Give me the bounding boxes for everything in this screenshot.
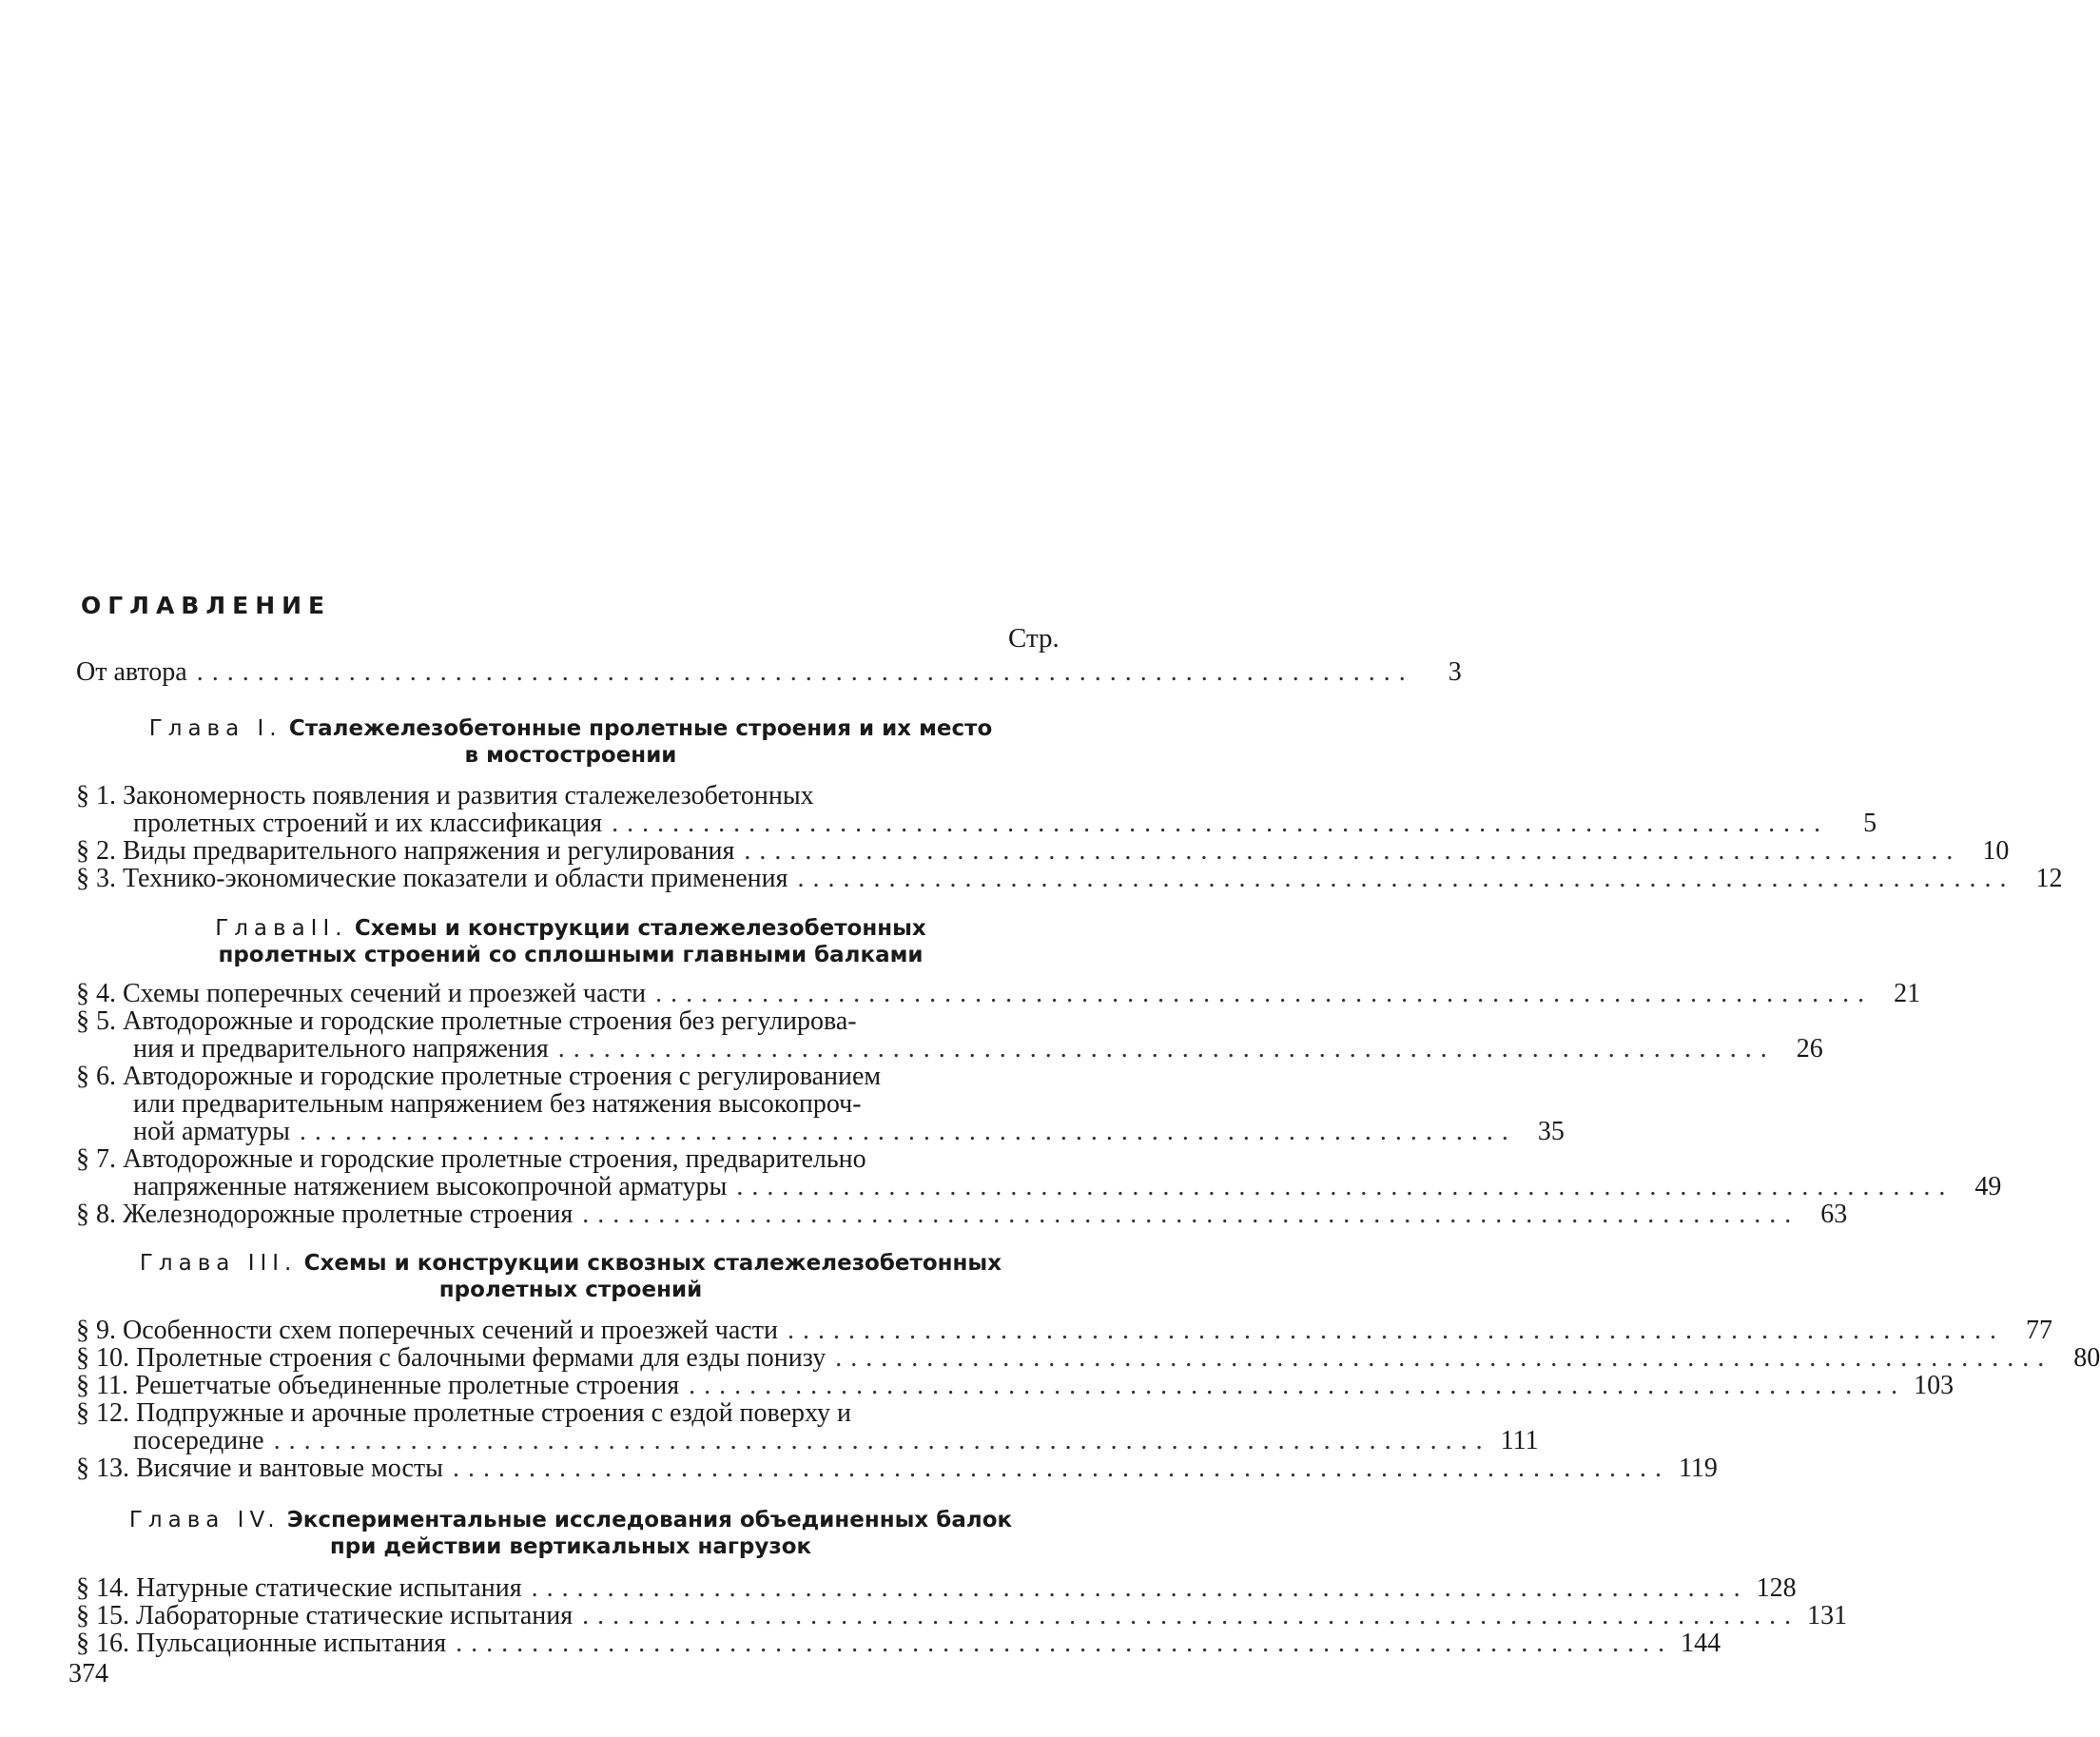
toc-entry-s16[interactable] [76,1629,1721,1658]
entry-line: или предварительным напряжением без натяжения высокопроч- [133,1089,862,1119]
chapter-title-line-2: пролетных строений со сплошными главными балками [218,943,924,967]
leader-dots: ................................................................................ [531,1573,1749,1603]
leader-dots: ................................................................................ [196,657,1414,687]
toc-entry-s2[interactable] [76,836,2010,866]
entry-page: 119 [1678,1454,1718,1483]
entry-page: 103 [1914,1371,1954,1400]
page-number: 374 [68,1659,108,1688]
leader-dots: ................................................................................ [655,979,1874,1008]
leader-dots: ................................................................................ [557,1034,1776,1064]
leader-dots: ................................................................................ [736,1172,1954,1201]
entry-text: § 13. Висячие и вантовые мосты [76,1454,443,1483]
entry-text: § 16. Пульсационные испытания [76,1629,447,1658]
chapter-title-line-2: пролетных строений [438,1278,703,1302]
entry-text: От автора [76,657,187,687]
entry-text: § 14. Натурные статические испытания [76,1573,522,1603]
toc-entry-s14[interactable] [76,1573,1797,1603]
leader-dots: ................................................................................ [797,864,2015,893]
toc-entry-s15[interactable] [76,1601,1848,1630]
entry-text: § 10. Пролетные строения с балочными фермами для езды понизу [76,1343,826,1373]
chapter-1-heading [95,715,1046,769]
toc-entry-s13[interactable] [76,1454,1718,1483]
toc-entry-s10[interactable] [76,1343,2100,1373]
page-column-label: Стр. [1008,623,1060,654]
entry-text: ния и предварительного напряжения [133,1034,549,1064]
entry-line: § 6. Автодорожные и городские пролетные строения с регулированием [76,1062,882,1091]
leader-dots: ................................................................................ [452,1454,1670,1483]
entry-text: § 4. Схемы поперечных сечений и проезжей части [76,979,647,1008]
toc-entry-s3[interactable] [76,864,2063,893]
leader-dots: ................................................................................ [744,836,1962,866]
entry-page: 10 [1982,836,2010,866]
toc-title: ОГЛАВЛЕНИЕ [81,592,332,619]
leader-dots: ................................................................................ [299,1117,1517,1146]
toc-entry-s6[interactable] [76,1062,1565,1146]
toc-entry-s4[interactable] [76,979,1921,1008]
leader-dots: ................................................................................ [612,809,1830,838]
chapter-title-line-2: в мостостроении [464,743,677,768]
toc-entry-s8[interactable] [76,1200,1848,1229]
chapter-title-line-1: Схемы и конструкции сталежелезобетонных [354,916,926,941]
chapter-4-heading [95,1507,1046,1560]
entry-page: 80 [2073,1343,2100,1373]
chapter-title-line-1: Экспериментальные исследования объединенных балок [286,1508,1013,1532]
leader-dots: ................................................................................ [689,1371,1907,1400]
toc-entry-s5[interactable] [76,1006,1823,1064]
entry-page: 77 [2025,1316,2052,1345]
entry-page: 5 [1863,809,1877,838]
entry-text: § 3. Технико-экономические показатели и области применения [76,864,788,893]
entry-page: 35 [1537,1117,1565,1146]
toc-entry-s1[interactable] [76,781,1877,838]
entry-page: 128 [1756,1573,1797,1603]
chapter-label: Глава III. [139,1251,298,1276]
chapter-3-heading [95,1250,1046,1303]
chapter-label: ГлаваII. [215,916,348,941]
entry-page: 144 [1681,1629,1721,1658]
entry-text: посередине [133,1426,264,1455]
entry-page: 63 [1820,1200,1848,1229]
entry-text: § 15. Лабораторные статические испытания [76,1601,574,1630]
chapter-2-heading [95,915,1046,968]
toc-entry-s7[interactable] [76,1144,2002,1201]
leader-dots: ................................................................................ [582,1601,1800,1630]
leader-dots: ................................................................................ [273,1426,1491,1455]
leader-dots: ................................................................................ [835,1343,2053,1373]
chapter-title-line-1: Схемы и конструкции сквозных сталежелезобетонных [303,1251,1002,1276]
entry-line: § 5. Автодорожные и городские пролетные строения без регулирова- [76,1006,857,1036]
entry-page: 3 [1448,657,1462,687]
entry-page: 111 [1500,1426,1539,1455]
chapter-label: Глава IV. [128,1508,281,1532]
entry-text: § 2. Виды предварительного напряжения и регулирования [76,836,735,866]
leader-dots: ................................................................................ [456,1629,1674,1658]
entry-page: 26 [1796,1034,1823,1064]
leader-dots: ................................................................................ [787,1316,2005,1345]
entry-line: § 12. Подпружные и арочные пролетные строения с ездой поверху и [76,1398,851,1428]
toc-entry-s9[interactable] [76,1316,2052,1345]
entry-text: ной арматуры [133,1117,290,1146]
chapter-title-line-2: при действии вертикальных нагрузок [329,1534,812,1559]
entry-page: 49 [1974,1172,2002,1201]
entry-line: § 1. Закономерность появления и развития сталежелезобетонных [76,781,814,810]
chapter-label: Глава I. [148,716,282,741]
entry-page: 131 [1807,1601,1848,1630]
toc-entry-s12[interactable] [76,1398,1539,1455]
toc-entry-s11[interactable] [76,1371,1954,1400]
entry-text: § 9. Особенности схем поперечных сечений и проезжей части [76,1316,778,1345]
entry-text: напряженные натяжением высокопрочной арматуры [133,1172,728,1201]
entry-text: § 11. Решетчатые объединенные пролетные строения [76,1371,680,1400]
entry-page: 12 [2035,864,2063,893]
entry-text: пролетных строений и их классификация [133,809,603,838]
toc-entry-author[interactable] [76,657,1462,687]
entry-line: § 7. Автодорожные и городские пролетные строения, предварительно [76,1144,866,1174]
leader-dots: ................................................................................ [582,1200,1800,1229]
entry-text: § 8. Железнодорожные пролетные строения [76,1200,574,1229]
chapter-title-line-1: Сталежелезобетонные пролетные строения и их место [288,716,993,741]
entry-page: 21 [1894,979,1921,1008]
